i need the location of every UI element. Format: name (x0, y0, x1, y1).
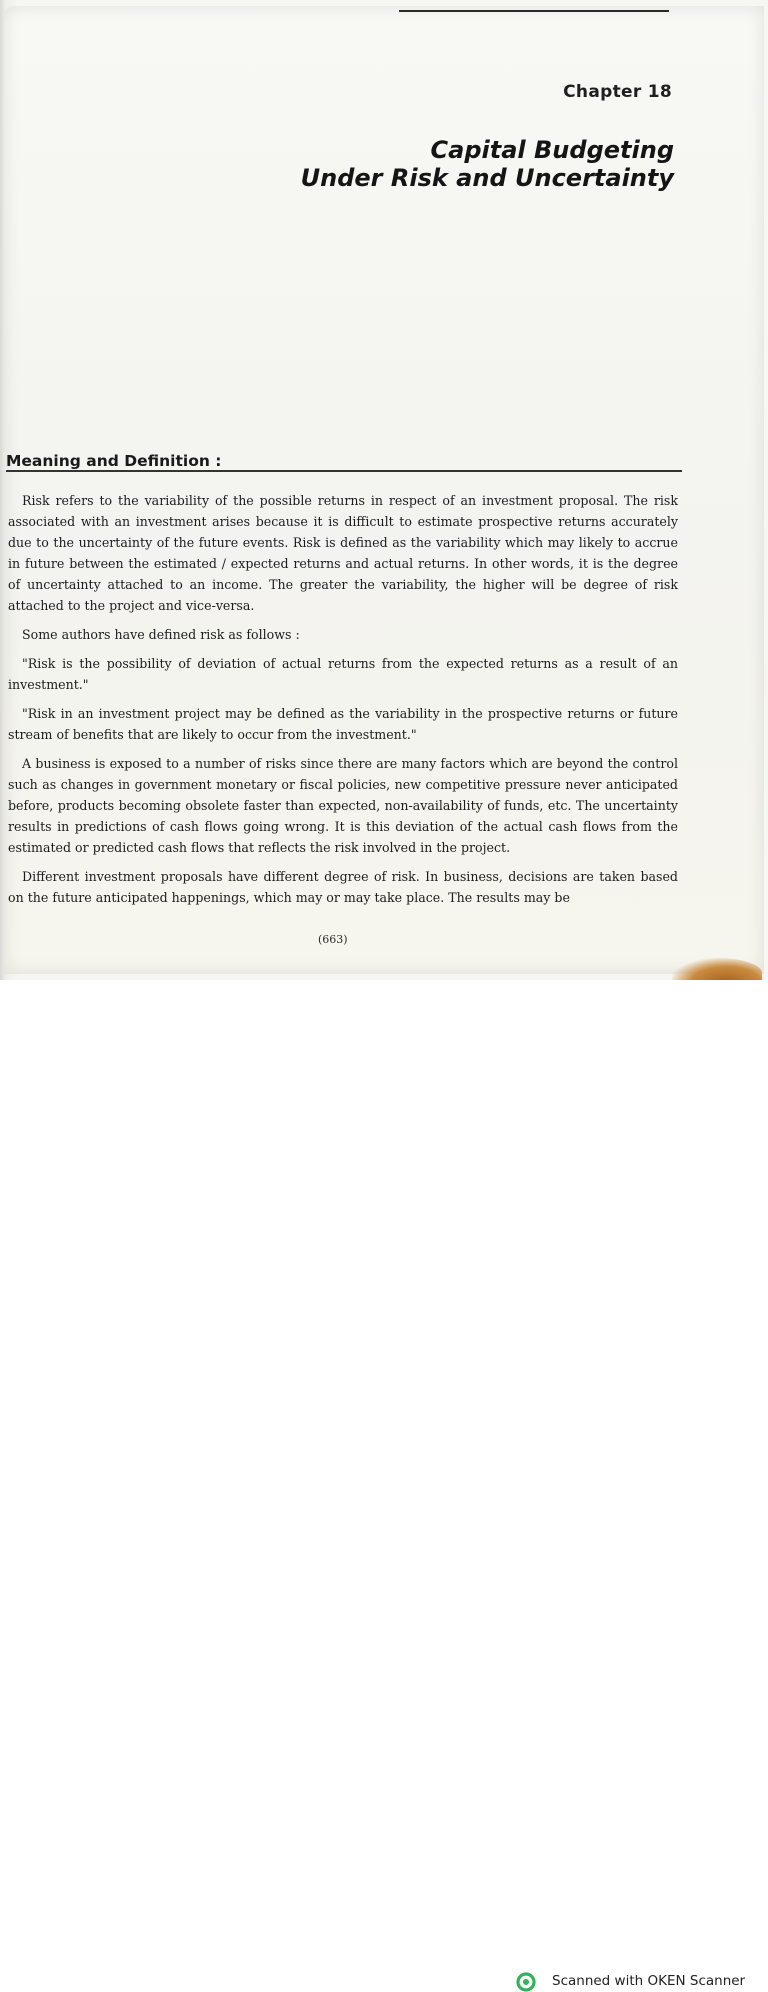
chapter-title (301, 136, 674, 192)
chapter-title-line-1: Capital Budgeting (430, 136, 674, 164)
paragraph-proposals: Different investment proposals have different degree of risk. In business, decisions are taken based on the future anticipated happenings, which may or may take place. The results may be (8, 869, 678, 905)
book-page (4, 6, 764, 974)
body-text (8, 490, 678, 916)
section-divider (6, 470, 682, 472)
paragraph-business-risks: A business is exposed to a number of risks since there are many factors which are beyond the control such as changes in government monetary or fiscal policies, new competitive pressure never anticipated before, products becoming obsolete faster than expected, non-availability of funds, etc. The uncertainty results in predictions of cash flows going wrong. It is this deviation of the actual cash flows from the estimated or predicted cash flows that reflects the risk involved in the project. (8, 756, 678, 855)
scanner-watermark-label: Scanned with OKEN Scanner (552, 1973, 746, 1989)
chapter-label: Chapter 18 (563, 82, 672, 102)
paragraph-definition: Risk refers to the variability of the possible returns in respect of an investment proposal. The risk associated with an investment arises because it is difficult to estimate prospective returns accurately due to the uncertainty of the future events. Risk is defined as the variability which may likely to accrue in future between the estimated / expected returns and actual returns. In other words, it is the degree of uncertainty attached to an income. The greater the variability, the higher will be degree of risk attached to the project and vice-versa. (8, 493, 678, 613)
page-number: (663) (318, 933, 348, 946)
section-heading: Meaning and Definition : (6, 452, 222, 470)
oken-scanner-logo-icon (516, 1972, 536, 1992)
paragraph-authors-intro: Some authors have defined risk as follows : (22, 627, 300, 642)
paragraph-quote-1: "Risk is the possibility of deviation of actual returns from the expected returns as a result of an investment." (8, 656, 678, 692)
header-rule (399, 10, 669, 12)
chapter-title-line-2: Under Risk and Uncertainty (300, 164, 674, 192)
scanner-watermark-bar (0, 980, 768, 1989)
paragraph-quote-2: "Risk in an investment project may be defined as the variability in the prospective returns or future stream of benefits that are likely to occur from the investment." (8, 706, 678, 742)
